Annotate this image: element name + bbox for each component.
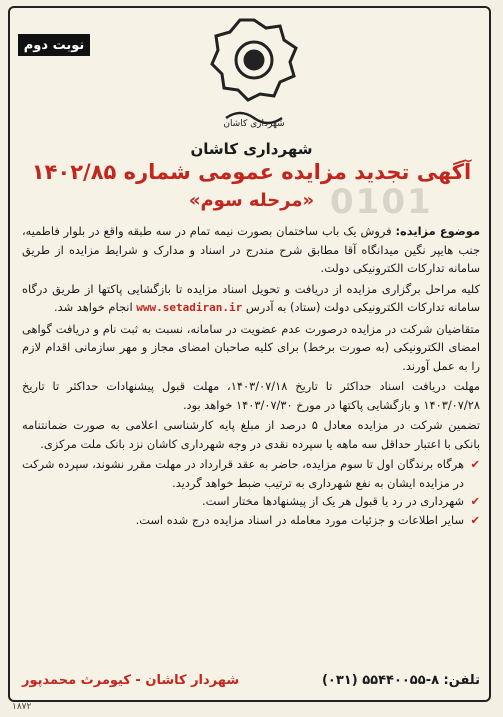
notice-footer: [22, 668, 480, 692]
procedure-end: انجام خواهد شد.: [53, 300, 133, 314]
mayor-signature: شهردار کاشان - کیومرث محمدپور: [22, 672, 240, 688]
condition-item: [22, 511, 480, 530]
organization-title: شهرداری کاشان: [190, 140, 313, 158]
subject-text: فروش یک باب ساختمان بصورت نیمه تمام در سه طبقه واقع در بلوار فاطمیه، جنب هایپر نگین میدانگاه آقا مطابق شرح مندرج در اسناد و مدارک و شرایط مزایده از طریق سامانه تدارکات الکترونیکی دولت.: [22, 224, 480, 275]
phone-number: تلفن: ۸-۵۵۴۴۰۰۵۵ (۰۳۱): [321, 672, 480, 688]
notice-subhead: «مرحله سوم»: [188, 190, 315, 211]
subject-paragraph: [22, 222, 480, 278]
condition-item: [22, 455, 480, 492]
notice-body: [22, 222, 480, 529]
municipality-logo: [204, 14, 304, 134]
check-icon: ✔: [470, 512, 480, 527]
setad-url-link[interactable]: www.setadiran.ir: [136, 301, 243, 314]
procedure-paragraph: [22, 280, 480, 318]
page-number: ۱۸۷۲: [12, 702, 32, 712]
guarantee-paragraph: تضمین شرکت در مزایده معادل ۵ درصد از مبلغ پایه کارشناسی اعلامی به صورت ضمانتنامه بانکی با اعتبار حداقل سه ماهه یا سپرده نقدی در وجه شهرداری کاشان نزد بانک ملت مرکزی.: [22, 418, 480, 451]
check-icon: ✔: [470, 494, 480, 508]
check-icon: ✔: [470, 457, 480, 471]
watermark-text: 0101: [330, 182, 433, 222]
condition-text: هرگاه برندگان اول تا سوم مزایده، حاضر به عقد قرارداد در مهلت مقرر نشوند، سپرده شرکت در مزایده ایشان به نفع شهرداری به ترتیب ضبط خواهد گردید.: [22, 457, 464, 490]
notice-round-badge: نوبت دوم: [18, 34, 90, 56]
conditions-list: [22, 455, 480, 529]
procedure-text: کلیه مراحل برگزاری مزایده از دریافت و تحویل اسناد مزایده تا بازگشایی پاکتها از طریق درگاه سامانه تدارکات الکترونیکی دولت (ستاد) به آدرس: [22, 281, 480, 314]
logo-caption: شهرداری کاشان: [223, 119, 285, 129]
condition-text: سایر اطلاعات و جزئیات مورد معامله در اسناد مزایده درج شده است.: [135, 512, 464, 527]
deadlines-paragraph: مهلت دریافت اسناد حداکثر تا تاریخ ۱۴۰۳/۰۷/۱۸، مهلت قبول پیشنهادات حداکثر تا تاریخ ۱۴۰۳/۰۷/۲۸ و بازگشایی پاکتها در مورخ ۱۴۰۳/۰۷/۳۰ خواهد بود.: [22, 379, 481, 412]
notice-headline: آگهی تجدید مزایده عمومی شماره ۱۴۰۲/۸۵: [31, 160, 472, 184]
condition-item: [22, 492, 480, 511]
condition-text: شهرداری در رد یا قبول هر یک از پیشنهادها مختار است.: [202, 494, 464, 508]
subject-label: موضوع مزایده:: [395, 224, 480, 238]
registration-paragraph: متقاضیان شرکت در مزایده درصورت عدم عضویت در سامانه، نسبت به ثبت نام و دریافت گواهی امضای الکترونیکی (به صورت برخط) برای کلیه صاحبان امضای مجاز و مهر سازمانی اقدام لازم را به عمل آورند.: [22, 321, 480, 373]
